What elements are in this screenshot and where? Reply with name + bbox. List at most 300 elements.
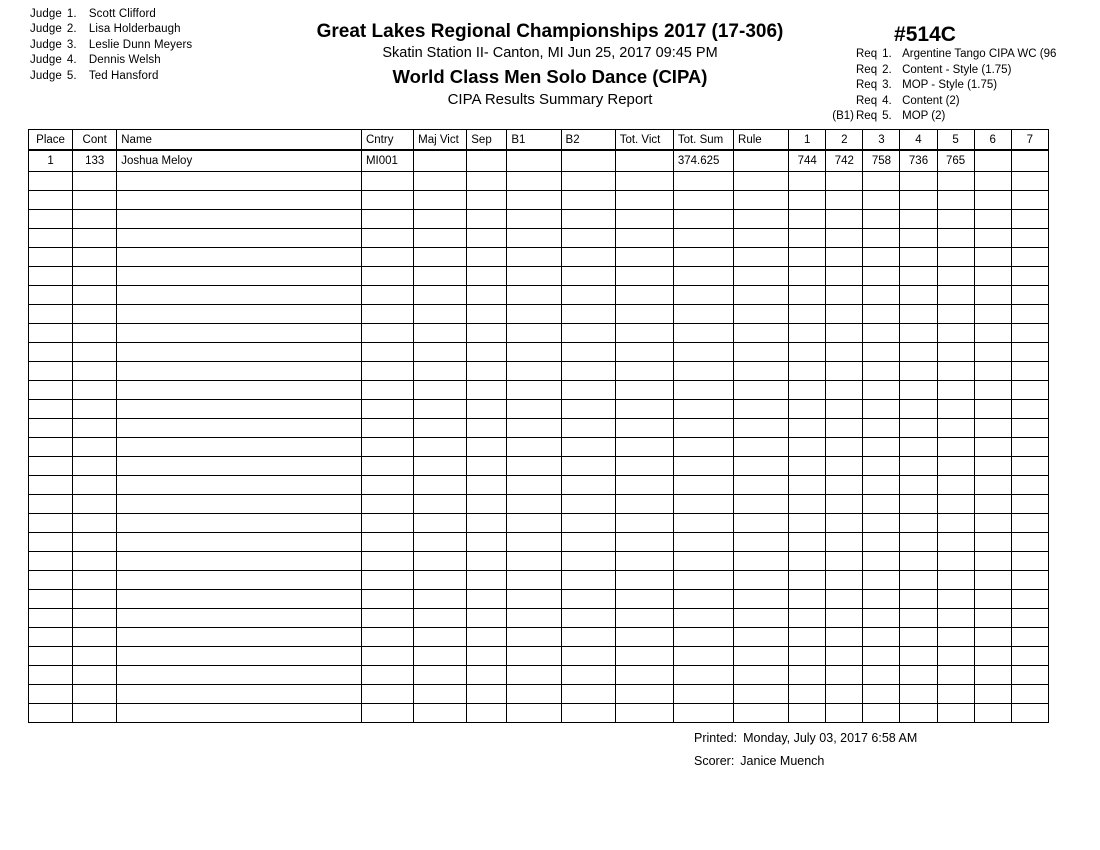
cell-maj_vict bbox=[414, 571, 467, 590]
cell-j3 bbox=[863, 286, 900, 305]
cell-tot_sum bbox=[673, 267, 733, 286]
cell-rule bbox=[734, 248, 789, 267]
cell-b1 bbox=[507, 685, 561, 704]
table-row-empty[interactable] bbox=[29, 172, 1049, 191]
cell-j2 bbox=[826, 286, 863, 305]
table-row-empty[interactable] bbox=[29, 552, 1049, 571]
cell-place bbox=[29, 248, 73, 267]
cell-b2 bbox=[561, 609, 615, 628]
cell-tot_sum bbox=[673, 647, 733, 666]
cell-rule bbox=[734, 229, 789, 248]
requirement-text: Argentine Tango CIPA WC (96 bbox=[902, 48, 1057, 60]
cell-b1 bbox=[507, 495, 561, 514]
cell-j5 bbox=[937, 305, 974, 324]
cell-j3 bbox=[863, 229, 900, 248]
cell-maj_vict bbox=[414, 305, 467, 324]
column-header-j5[interactable]: 5 bbox=[937, 130, 974, 151]
requirement-bonus-flag: (B1) bbox=[832, 110, 854, 123]
cell-j3 bbox=[863, 571, 900, 590]
cell-sep bbox=[467, 533, 507, 552]
cell-j4 bbox=[900, 305, 937, 324]
cell-j4 bbox=[900, 666, 937, 685]
cell-j3 bbox=[863, 438, 900, 457]
cell-sep bbox=[467, 229, 507, 248]
cell-b1 bbox=[507, 666, 561, 685]
cell-name bbox=[117, 647, 362, 666]
column-header-cntry[interactable]: Cntry bbox=[361, 130, 413, 151]
judge-number: 1. bbox=[66, 8, 77, 20]
cell-j6 bbox=[974, 476, 1011, 495]
cell-rule bbox=[734, 457, 789, 476]
cell-b1 bbox=[507, 248, 561, 267]
cell-j1 bbox=[789, 343, 826, 362]
cell-j5 bbox=[937, 419, 974, 438]
cell-sep bbox=[467, 476, 507, 495]
cell-j5 bbox=[937, 324, 974, 343]
cell-rule bbox=[734, 324, 789, 343]
cell-place bbox=[29, 685, 73, 704]
cell-j6 bbox=[974, 666, 1011, 685]
cell-tot_sum bbox=[673, 666, 733, 685]
cell-place bbox=[29, 343, 73, 362]
cell-j1 bbox=[789, 381, 826, 400]
cell-j1 bbox=[789, 267, 826, 286]
cell-b1 bbox=[507, 704, 561, 723]
requirement-label: Req bbox=[856, 48, 878, 60]
table-row-empty[interactable] bbox=[29, 609, 1049, 628]
cell-b2 bbox=[561, 495, 615, 514]
requirement-text: MOP (2) bbox=[902, 110, 946, 123]
column-header-j1[interactable]: 1 bbox=[789, 130, 826, 151]
cell-tot_sum bbox=[673, 229, 733, 248]
cell-cont bbox=[73, 248, 117, 267]
cell-j7 bbox=[1011, 590, 1048, 609]
cell-rule bbox=[734, 419, 789, 438]
cell-tot_vict bbox=[615, 343, 673, 362]
cell-j1 bbox=[789, 590, 826, 609]
cell-tot_sum bbox=[673, 305, 733, 324]
printed-line bbox=[694, 727, 1074, 750]
cell-j7 bbox=[1011, 324, 1048, 343]
cell-cont: 133 bbox=[73, 150, 117, 172]
table-row-empty[interactable] bbox=[29, 438, 1049, 457]
cell-j7 bbox=[1011, 267, 1048, 286]
cell-tot_sum bbox=[673, 628, 733, 647]
cell-maj_vict bbox=[414, 343, 467, 362]
table-row-empty[interactable] bbox=[29, 704, 1049, 723]
cell-sep bbox=[467, 150, 507, 172]
cell-b1 bbox=[507, 533, 561, 552]
cell-j1 bbox=[789, 666, 826, 685]
cell-b2 bbox=[561, 590, 615, 609]
cell-b1 bbox=[507, 286, 561, 305]
cell-name bbox=[117, 172, 362, 191]
cell-j5: 765 bbox=[937, 150, 974, 172]
cell-sep bbox=[467, 571, 507, 590]
column-header-j6[interactable]: 6 bbox=[974, 130, 1011, 151]
cell-cntry: MI001 bbox=[361, 150, 413, 172]
cell-j2 bbox=[826, 229, 863, 248]
cell-maj_vict bbox=[414, 590, 467, 609]
cell-place bbox=[29, 172, 73, 191]
cell-b2 bbox=[561, 172, 615, 191]
cell-j7 bbox=[1011, 362, 1048, 381]
cell-j3 bbox=[863, 191, 900, 210]
cell-cntry bbox=[361, 495, 413, 514]
cell-place bbox=[29, 267, 73, 286]
cell-j3 bbox=[863, 552, 900, 571]
cell-b1 bbox=[507, 150, 561, 172]
cell-b2 bbox=[561, 457, 615, 476]
cell-name bbox=[117, 533, 362, 552]
cell-place bbox=[29, 286, 73, 305]
table-row-empty[interactable] bbox=[29, 381, 1049, 400]
cell-j6 bbox=[974, 286, 1011, 305]
table-row-empty[interactable] bbox=[29, 457, 1049, 476]
cell-sep bbox=[467, 514, 507, 533]
column-header-j3[interactable]: 3 bbox=[863, 130, 900, 151]
cell-rule bbox=[734, 609, 789, 628]
cell-j3: 758 bbox=[863, 150, 900, 172]
table-row-empty[interactable] bbox=[29, 495, 1049, 514]
cell-j7 bbox=[1011, 150, 1048, 172]
cell-b2 bbox=[561, 324, 615, 343]
cell-j2 bbox=[826, 495, 863, 514]
cell-place bbox=[29, 362, 73, 381]
cell-maj_vict bbox=[414, 400, 467, 419]
cell-tot_sum bbox=[673, 438, 733, 457]
cell-cont bbox=[73, 172, 117, 191]
cell-sep bbox=[467, 210, 507, 229]
cell-j1 bbox=[789, 457, 826, 476]
cell-tot_sum bbox=[673, 704, 733, 723]
cell-name bbox=[117, 229, 362, 248]
table-row-empty[interactable] bbox=[29, 324, 1049, 343]
cell-b2 bbox=[561, 438, 615, 457]
cell-tot_vict bbox=[615, 628, 673, 647]
cell-cont bbox=[73, 704, 117, 723]
cell-j5 bbox=[937, 495, 974, 514]
cell-rule bbox=[734, 191, 789, 210]
cell-j3 bbox=[863, 685, 900, 704]
table-row-empty[interactable] bbox=[29, 571, 1049, 590]
cell-j1 bbox=[789, 647, 826, 666]
table-row-empty[interactable] bbox=[29, 647, 1049, 666]
cell-j3 bbox=[863, 609, 900, 628]
cell-j4 bbox=[900, 552, 937, 571]
cell-j5 bbox=[937, 362, 974, 381]
cell-cntry bbox=[361, 248, 413, 267]
cell-sep bbox=[467, 267, 507, 286]
table-row-empty[interactable] bbox=[29, 229, 1049, 248]
cell-place bbox=[29, 210, 73, 229]
table-row-empty[interactable] bbox=[29, 476, 1049, 495]
cell-name bbox=[117, 286, 362, 305]
category-title: World Class Men Solo Dance (CIPA) bbox=[392, 66, 708, 87]
cell-place bbox=[29, 609, 73, 628]
cell-place bbox=[29, 191, 73, 210]
cell-b1 bbox=[507, 172, 561, 191]
cell-cntry bbox=[361, 628, 413, 647]
cell-tot_sum bbox=[673, 419, 733, 438]
cell-j7 bbox=[1011, 381, 1048, 400]
cell-maj_vict bbox=[414, 647, 467, 666]
cell-j1 bbox=[789, 495, 826, 514]
cell-j4 bbox=[900, 267, 937, 286]
column-header-tot_sum[interactable]: Tot. Sum bbox=[673, 130, 733, 151]
cell-tot_vict bbox=[615, 419, 673, 438]
cell-b2 bbox=[561, 419, 615, 438]
cell-j5 bbox=[937, 514, 974, 533]
cell-maj_vict bbox=[414, 476, 467, 495]
cell-rule bbox=[734, 400, 789, 419]
cell-j1 bbox=[789, 191, 826, 210]
cell-rule bbox=[734, 495, 789, 514]
cell-cntry bbox=[361, 362, 413, 381]
cell-j3 bbox=[863, 362, 900, 381]
table-row-empty[interactable] bbox=[29, 533, 1049, 552]
column-header-b1[interactable]: B1 bbox=[507, 130, 561, 151]
cell-j4: 736 bbox=[900, 150, 937, 172]
cell-rule bbox=[734, 150, 789, 172]
requirement-number: 3. bbox=[882, 79, 892, 92]
cell-cntry bbox=[361, 438, 413, 457]
table-row-empty[interactable] bbox=[29, 362, 1049, 381]
column-header-b2[interactable]: B2 bbox=[561, 130, 615, 151]
cell-b2 bbox=[561, 381, 615, 400]
requirement-label: Req bbox=[856, 94, 878, 107]
cell-b2 bbox=[561, 210, 615, 229]
requirement-number: 5. bbox=[882, 110, 892, 123]
cell-tot_sum bbox=[673, 533, 733, 552]
cell-j2 bbox=[826, 419, 863, 438]
cell-b1 bbox=[507, 381, 561, 400]
cell-j4 bbox=[900, 172, 937, 191]
cell-sep bbox=[467, 172, 507, 191]
table-row-empty[interactable] bbox=[29, 590, 1049, 609]
table-row-empty[interactable] bbox=[29, 267, 1049, 286]
cell-j4 bbox=[900, 514, 937, 533]
cell-j2 bbox=[826, 324, 863, 343]
cell-j5 bbox=[937, 704, 974, 723]
cell-j4 bbox=[900, 229, 937, 248]
table-row[interactable] bbox=[29, 150, 1049, 172]
cell-tot_vict bbox=[615, 495, 673, 514]
cell-cntry bbox=[361, 533, 413, 552]
cell-cntry bbox=[361, 229, 413, 248]
column-header-rule[interactable]: Rule bbox=[734, 130, 789, 151]
cell-cntry bbox=[361, 305, 413, 324]
cell-sep bbox=[467, 191, 507, 210]
cell-j4 bbox=[900, 590, 937, 609]
cell-tot_vict bbox=[615, 324, 673, 343]
cell-j4 bbox=[900, 381, 937, 400]
cell-j1 bbox=[789, 609, 826, 628]
cell-b1 bbox=[507, 362, 561, 381]
cell-name bbox=[117, 476, 362, 495]
cell-j6 bbox=[974, 267, 1011, 286]
column-header-j2[interactable]: 2 bbox=[826, 130, 863, 151]
cell-j2 bbox=[826, 590, 863, 609]
table-row-empty[interactable] bbox=[29, 305, 1049, 324]
cell-tot_vict bbox=[615, 210, 673, 229]
cell-j1 bbox=[789, 419, 826, 438]
cell-b1 bbox=[507, 647, 561, 666]
cell-cntry bbox=[361, 381, 413, 400]
cell-sep bbox=[467, 248, 507, 267]
cell-j3 bbox=[863, 400, 900, 419]
cell-maj_vict bbox=[414, 704, 467, 723]
cell-j2 bbox=[826, 343, 863, 362]
report-footer bbox=[694, 727, 1074, 773]
cell-b1 bbox=[507, 324, 561, 343]
cell-name bbox=[117, 571, 362, 590]
column-header-tot_vict[interactable]: Tot. Vict bbox=[615, 130, 673, 151]
cell-j7 bbox=[1011, 286, 1048, 305]
cell-tot_vict bbox=[615, 438, 673, 457]
cell-tot_vict bbox=[615, 609, 673, 628]
table-row-empty[interactable] bbox=[29, 191, 1049, 210]
cell-j5 bbox=[937, 381, 974, 400]
results-table bbox=[28, 129, 1049, 723]
cell-j5 bbox=[937, 628, 974, 647]
cell-tot_sum bbox=[673, 248, 733, 267]
cell-b2 bbox=[561, 248, 615, 267]
cell-cntry bbox=[361, 343, 413, 362]
column-header-j4[interactable]: 4 bbox=[900, 130, 937, 151]
cell-j7 bbox=[1011, 191, 1048, 210]
cell-cont bbox=[73, 666, 117, 685]
table-row-empty[interactable] bbox=[29, 666, 1049, 685]
cell-rule bbox=[734, 647, 789, 666]
cell-j1 bbox=[789, 552, 826, 571]
cell-j1 bbox=[789, 628, 826, 647]
cell-rule bbox=[734, 438, 789, 457]
cell-rule bbox=[734, 666, 789, 685]
cell-j3 bbox=[863, 457, 900, 476]
table-row-empty[interactable] bbox=[29, 248, 1049, 267]
cell-j3 bbox=[863, 305, 900, 324]
cell-b2 bbox=[561, 400, 615, 419]
cell-j3 bbox=[863, 647, 900, 666]
cell-tot_vict bbox=[615, 704, 673, 723]
cell-j2 bbox=[826, 609, 863, 628]
cell-tot_sum bbox=[673, 210, 733, 229]
cell-j1 bbox=[789, 476, 826, 495]
cell-maj_vict bbox=[414, 666, 467, 685]
cell-j7 bbox=[1011, 210, 1048, 229]
cell-sep bbox=[467, 609, 507, 628]
cell-j7 bbox=[1011, 685, 1048, 704]
cell-rule bbox=[734, 552, 789, 571]
cell-cntry bbox=[361, 571, 413, 590]
cell-j4 bbox=[900, 476, 937, 495]
cell-place bbox=[29, 457, 73, 476]
results-table-header bbox=[29, 130, 1049, 151]
cell-tot_sum bbox=[673, 400, 733, 419]
cell-j2 bbox=[826, 514, 863, 533]
cell-b2 bbox=[561, 286, 615, 305]
requirement-entry bbox=[820, 78, 1100, 94]
cell-cont bbox=[73, 324, 117, 343]
cell-sep bbox=[467, 419, 507, 438]
cell-j3 bbox=[863, 590, 900, 609]
cell-tot_vict bbox=[615, 229, 673, 248]
cell-tot_vict bbox=[615, 514, 673, 533]
table-row-empty[interactable] bbox=[29, 685, 1049, 704]
cell-j2 bbox=[826, 248, 863, 267]
cell-tot_vict bbox=[615, 286, 673, 305]
table-row-empty[interactable] bbox=[29, 514, 1049, 533]
cell-j3 bbox=[863, 495, 900, 514]
cell-sep bbox=[467, 400, 507, 419]
table-row-empty[interactable] bbox=[29, 210, 1049, 229]
event-number: #514C bbox=[894, 23, 956, 46]
judge-name: Ted Hansford bbox=[88, 69, 159, 82]
column-header-maj_vict[interactable]: Maj Vict bbox=[414, 130, 467, 151]
cell-place bbox=[29, 533, 73, 552]
judge-name: Scott Clifford bbox=[88, 8, 156, 20]
cell-j5 bbox=[937, 666, 974, 685]
cell-name bbox=[117, 419, 362, 438]
cell-j6 bbox=[974, 552, 1011, 571]
results-table-container bbox=[28, 129, 1049, 723]
cell-cont bbox=[73, 628, 117, 647]
cell-cont bbox=[73, 457, 117, 476]
printed-label: Printed: bbox=[694, 731, 738, 745]
cell-maj_vict bbox=[414, 685, 467, 704]
requirement-text: Content - Style (1.75) bbox=[902, 63, 1012, 76]
table-row-empty[interactable] bbox=[29, 419, 1049, 438]
cell-b2 bbox=[561, 628, 615, 647]
cell-name bbox=[117, 191, 362, 210]
cell-j1: 744 bbox=[789, 150, 826, 172]
column-header-cont[interactable]: Cont bbox=[73, 130, 117, 151]
cell-j5 bbox=[937, 609, 974, 628]
cell-cont bbox=[73, 533, 117, 552]
column-header-sep[interactable]: Sep bbox=[467, 130, 507, 151]
cell-name bbox=[117, 704, 362, 723]
cell-j4 bbox=[900, 609, 937, 628]
cell-j4 bbox=[900, 647, 937, 666]
cell-j6 bbox=[974, 628, 1011, 647]
cell-j1 bbox=[789, 362, 826, 381]
table-row-empty[interactable] bbox=[29, 343, 1049, 362]
column-header-name[interactable]: Name bbox=[117, 130, 362, 151]
table-row-empty[interactable] bbox=[29, 400, 1049, 419]
column-header-place[interactable]: Place bbox=[29, 130, 73, 151]
table-row-empty[interactable] bbox=[29, 628, 1049, 647]
cell-place bbox=[29, 552, 73, 571]
cell-tot_sum bbox=[673, 590, 733, 609]
cell-j5 bbox=[937, 685, 974, 704]
cell-cont bbox=[73, 495, 117, 514]
cell-cntry bbox=[361, 590, 413, 609]
cell-j2: 742 bbox=[826, 150, 863, 172]
table-row-empty[interactable] bbox=[29, 286, 1049, 305]
cell-j6 bbox=[974, 305, 1011, 324]
cell-j6 bbox=[974, 438, 1011, 457]
column-header-j7[interactable]: 7 bbox=[1011, 130, 1048, 151]
cell-j3 bbox=[863, 628, 900, 647]
cell-j2 bbox=[826, 704, 863, 723]
cell-j3 bbox=[863, 343, 900, 362]
cell-tot_sum bbox=[673, 172, 733, 191]
cell-rule bbox=[734, 590, 789, 609]
cell-b1 bbox=[507, 419, 561, 438]
cell-place bbox=[29, 571, 73, 590]
cell-j7 bbox=[1011, 229, 1048, 248]
